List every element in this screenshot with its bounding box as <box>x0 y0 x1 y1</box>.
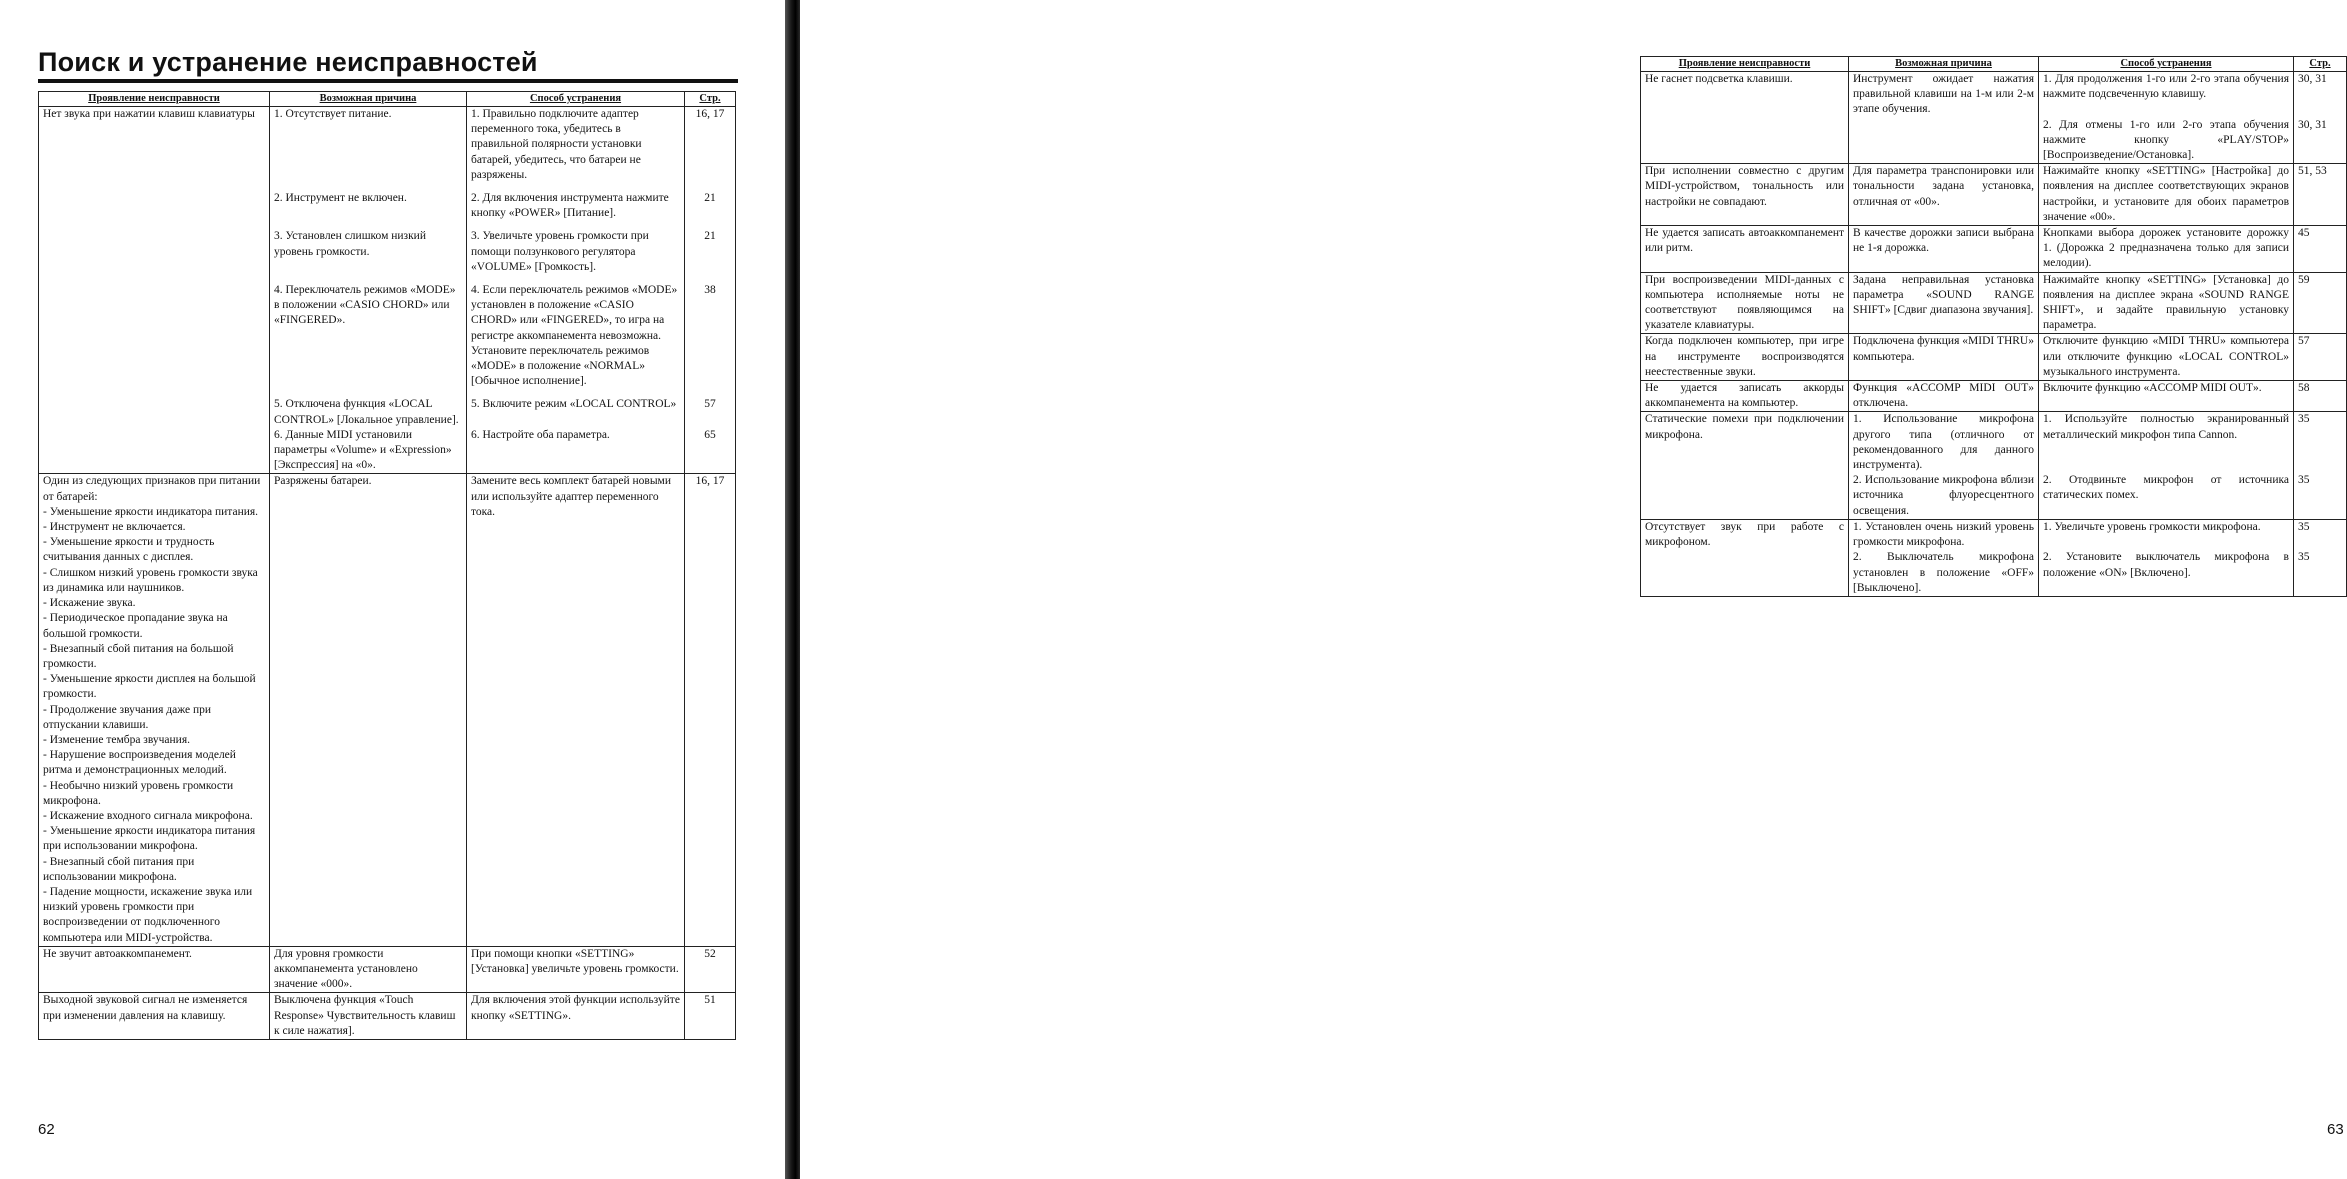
header-cause: Возможная причина <box>270 92 467 107</box>
symptom-item: - Внезапный сбой питания на большой громкости. <box>43 642 234 670</box>
action-cell: 1. Увеличьте уровень громкости микрофона. <box>2039 519 2294 550</box>
cause-cell: 2. Выключатель микрофона установлен в положение «OFF» [Выключено]. <box>1849 550 2039 596</box>
header-cause: Возможная причина <box>1849 57 2039 72</box>
page-ref-cell: 38 <box>685 275 736 389</box>
page-ref-cell: 35 <box>2294 519 2347 550</box>
table-row <box>1641 381 2347 412</box>
symptom-item: - Уменьшение яркости индикатора питания при использовании микрофона. <box>43 825 256 853</box>
symptom-cell <box>1641 118 1849 164</box>
cause-cell: 5. Отключена функция «LOCAL CONTROL» [Локальное управление]. <box>270 389 467 427</box>
page-ref-cell: 21 <box>685 183 736 221</box>
cause-cell: 1. Отсутствует питание. <box>270 107 467 184</box>
book-spine <box>785 0 800 1179</box>
symptom-cell: Не удается записать автоаккомпанемент или ритм. <box>1641 226 1849 273</box>
action-cell: 5. Включите режим «LOCAL CONTROL» <box>467 389 685 427</box>
table-row <box>39 946 736 993</box>
action-cell: При помощи кнопки «SETTING» [Установка] увеличьте уровень громкости. <box>467 946 685 993</box>
page-ref-cell: 21 <box>685 221 736 275</box>
symptom-item: - Уменьшение яркости и трудность считывания данных с дисплея. <box>43 536 215 564</box>
page-ref-cell: 16, 17 <box>685 474 736 946</box>
symptom-cell <box>39 221 270 275</box>
page-ref-cell: 35 <box>2294 550 2347 596</box>
page-number-left: 62 <box>38 1121 55 1138</box>
header-symptom: Проявление неисправности <box>1641 57 1849 72</box>
cause-cell: Задана неправильная установка параметра «SOUND RANGE SHIFT» [Сдвиг диапазона звучания]. <box>1849 272 2039 334</box>
page-ref-cell: 58 <box>2294 381 2347 412</box>
cause-cell: 2. Инструмент не включен. <box>270 183 467 221</box>
symptom-item: - Искажение звука. <box>43 597 136 610</box>
action-cell: Для включения этой функции используйте кнопку «SETTING». <box>467 993 685 1040</box>
symptom-cell: Отсутствует звук при работе с микрофоном. <box>1641 519 1849 550</box>
cause-cell: Для параметра транспонировки или тональности задана установка, отличная от «00». <box>1849 164 2039 226</box>
right-page <box>800 0 2344 1179</box>
symptom-cell: Не звучит автоаккомпанемент. <box>39 946 270 993</box>
cause-cell: 4. Переключатель режимов «MODE» в положении «CASIO CHORD» или «FINGERED». <box>270 275 467 389</box>
action-cell: 2. Установите выключатель микрофона в положение «ON» [Включено]. <box>2039 550 2294 596</box>
table-row <box>1641 550 2347 596</box>
action-cell: 1. Для продолжения 1-го или 2-го этапа обучения нажмите подсвеченную клавишу. <box>2039 72 2294 118</box>
symptom-cell: Не удается записать аккорды аккомпанемента на компьютер. <box>1641 381 1849 412</box>
action-cell: 2. Отодвиньте микрофон от источника статических помех. <box>2039 473 2294 519</box>
table-row <box>1641 226 2347 273</box>
table-row <box>39 107 736 184</box>
header-page: Стр. <box>2294 57 2347 72</box>
table-row <box>39 428 736 474</box>
cause-cell: 6. Данные MIDI установили параметры «Volume» и «Expression» [Экспрессия] на «0». <box>270 428 467 474</box>
cause-cell: 2. Использование микрофона вблизи источника флуоресцентного освещения. <box>1849 473 2039 519</box>
table-row <box>1641 72 2347 118</box>
table-header-row <box>1641 57 2347 72</box>
page-ref-cell: 16, 17 <box>685 107 736 184</box>
cause-cell: 1. Установлен очень низкий уровень громкости микрофона. <box>1849 519 2039 550</box>
action-cell: 1. Используйте полностью экранированный металлический микрофон типа Cannon. <box>2039 412 2294 473</box>
symptom-cell <box>39 183 270 221</box>
table-row <box>1641 272 2347 334</box>
cause-cell: Выключена функция «Touch Response» Чувствительность клавиш к силе нажатия]. <box>270 993 467 1040</box>
symptom-cell: Нет звука при нажатии клавиш клавиатуры <box>39 107 270 184</box>
symptom-item: - Уменьшение яркости индикатора питания. <box>43 505 259 518</box>
action-cell: Отключите функцию «MIDI THRU» компьютера или отключите функцию «LOCAL CONTROL» музыкального инструмента. <box>2039 334 2294 381</box>
left-page <box>0 0 785 1179</box>
cause-cell: Инструмент ожидает нажатия правильной клавиши на 1-м или 2-м этапе обучения. <box>1849 72 2039 118</box>
table-row <box>1641 412 2347 473</box>
symptom-intro: Один из следующих признаков при питании от батарей: <box>43 475 261 503</box>
symptom-cell: Статические помехи при подключении микрофона. <box>1641 412 1849 473</box>
table-row <box>1641 164 2347 226</box>
header-action: Способ устранения <box>2039 57 2294 72</box>
action-cell: Замените весь комплект батарей новыми или используйте адаптер переменного тока. <box>467 474 685 946</box>
symptom-cell <box>1641 473 1849 519</box>
action-cell: Нажимайте кнопку «SETTING» [Настройка] до появления на дисплее соответствующих экранов настройки, и установите для обоих параметров значение «00». <box>2039 164 2294 226</box>
action-cell: Кнопками выбора дорожек установите дорожку 1. (Дорожка 2 предназначена только для записи мелодии). <box>2039 226 2294 273</box>
page-ref-cell: 30, 31 <box>2294 72 2347 118</box>
table-row <box>1641 473 2347 519</box>
symptom-item: - Внезапный сбой питания при использовании микрофона. <box>43 855 195 883</box>
troubleshooting-table-right <box>1640 56 2347 597</box>
table-row <box>39 275 736 389</box>
symptom-item: - Необычно низкий уровень громкости микрофона. <box>43 779 234 807</box>
cause-cell: 3. Установлен слишком низкий уровень громкости. <box>270 221 467 275</box>
symptom-item: - Уменьшение яркости дисплея на большой громкости. <box>43 673 256 701</box>
symptom-item: - Продолжение звучания даже при отпускании клавиши. <box>43 703 212 731</box>
page-ref-cell: 35 <box>2294 412 2347 473</box>
action-cell: Нажимайте кнопку «SETTING» [Установка] до появления на дисплее экрана «SOUND RANGE SHIFT», и задайте правильную установку параметра. <box>2039 272 2294 334</box>
cause-cell: Для уровня громкости аккомпанемента установлено значение «000». <box>270 946 467 993</box>
header-symptom: Проявление неисправности <box>39 92 270 107</box>
page-ref-cell: 51 <box>685 993 736 1040</box>
table-row <box>39 474 736 946</box>
symptom-item: - Падение мощности, искажение звука или низкий уровень громкости при воспроизведении от подключенного компьютера или MIDI-устройства. <box>43 885 253 944</box>
action-cell: 2. Для отмены 1-го или 2-го этапа обучения нажмите кнопку «PLAY/STOP» [Воспроизведение/Остановка]. <box>2039 118 2294 164</box>
page-ref-cell: 51, 53 <box>2294 164 2347 226</box>
symptom-item: - Инструмент не включается. <box>43 521 186 534</box>
symptom-cell: Не гаснет подсветка клавиши. <box>1641 72 1849 118</box>
symptom-cell <box>39 389 270 427</box>
title-rule <box>38 79 738 83</box>
symptom-cell <box>39 275 270 389</box>
table-row <box>39 183 736 221</box>
page-ref-cell: 45 <box>2294 226 2347 273</box>
symptom-cell <box>39 428 270 474</box>
page-number-right: 63 <box>2327 1121 2344 1138</box>
page-ref-cell: 35 <box>2294 473 2347 519</box>
page-ref-cell: 65 <box>685 428 736 474</box>
cause-cell: В качестве дорожки записи выбрана не 1-я дорожка. <box>1849 226 2039 273</box>
table-row <box>39 389 736 427</box>
page-title: Поиск и устранение неисправностей <box>38 47 538 77</box>
table-row <box>1641 519 2347 550</box>
symptom-cell <box>1641 550 1849 596</box>
table-header-row <box>39 92 736 107</box>
cause-cell: Функция «ACCOMP MIDI OUT» отключена. <box>1849 381 2039 412</box>
symptom-item: - Нарушение воспроизведения моделей ритма и демонстрационных мелодий. <box>43 749 236 777</box>
cause-cell: 1. Использование микрофона другого типа (отличного от рекомендованного для данного инструмента). <box>1849 412 2039 473</box>
table-row <box>1641 118 2347 164</box>
table-row <box>1641 334 2347 381</box>
symptom-cell <box>39 474 270 946</box>
symptom-cell: Выходной звуковой сигнал не изменяется при изменении давления на клавишу. <box>39 993 270 1040</box>
cause-cell: Подключена функция «MIDI THRU» компьютера. <box>1849 334 2039 381</box>
symptom-item: - Слишком низкий уровень громкости звука из динамика или наушников. <box>43 566 258 594</box>
symptom-cell: Когда подключен компьютер, при игре на инструменте воспроизводятся неестественные звуки. <box>1641 334 1849 381</box>
action-cell: 6. Настройте оба параметра. <box>467 428 685 474</box>
table-row <box>39 993 736 1040</box>
header-page: Стр. <box>685 92 736 107</box>
page-ref-cell: 59 <box>2294 272 2347 334</box>
symptom-item: - Периодическое пропадание звука на большой громкости. <box>43 612 228 640</box>
action-cell: 3. Увеличьте уровень громкости при помощи ползункового регулятора «VOLUME» [Громкость]. <box>467 221 685 275</box>
page-ref-cell: 52 <box>685 946 736 993</box>
page-ref-cell: 30, 31 <box>2294 118 2347 164</box>
table-row <box>39 221 736 275</box>
page-ref-cell: 57 <box>685 389 736 427</box>
symptom-cell: При воспроизведении MIDI-данных с компьютера исполняемые ноты не соответствуют появляющимся на указателе клавиатуры. <box>1641 272 1849 334</box>
symptom-item: - Искажение входного сигнала микрофона. <box>43 809 253 822</box>
cause-cell <box>1849 118 2039 164</box>
action-cell: 1. Правильно подключите адаптер переменного тока, убедитесь в правильной полярности установки батарей, убедитесь, что батареи не разряжены. <box>467 107 685 184</box>
page-ref-cell: 57 <box>2294 334 2347 381</box>
symptom-item: - Изменение тембра звучания. <box>43 733 190 746</box>
header-action: Способ устранения <box>467 92 685 107</box>
symptom-cell: При исполнении совместно с другим MIDI-устройством, тональность или настройки не совпадают. <box>1641 164 1849 226</box>
action-cell: Включите функцию «ACCOMP MIDI OUT». <box>2039 381 2294 412</box>
cause-cell: Разряжены батареи. <box>270 474 467 946</box>
troubleshooting-table-left <box>38 91 736 1040</box>
action-cell: 2. Для включения инструмента нажмите кнопку «POWER» [Питание]. <box>467 183 685 221</box>
action-cell: 4. Если переключатель режимов «MODE» установлен в положение «CASIO CHORD» или «FINGERED», то игра на регистре аккомпанемента невозможна. Установите переключатель режимов «MODE» в положение «NORMAL» [Обычное исполнение]. <box>467 275 685 389</box>
